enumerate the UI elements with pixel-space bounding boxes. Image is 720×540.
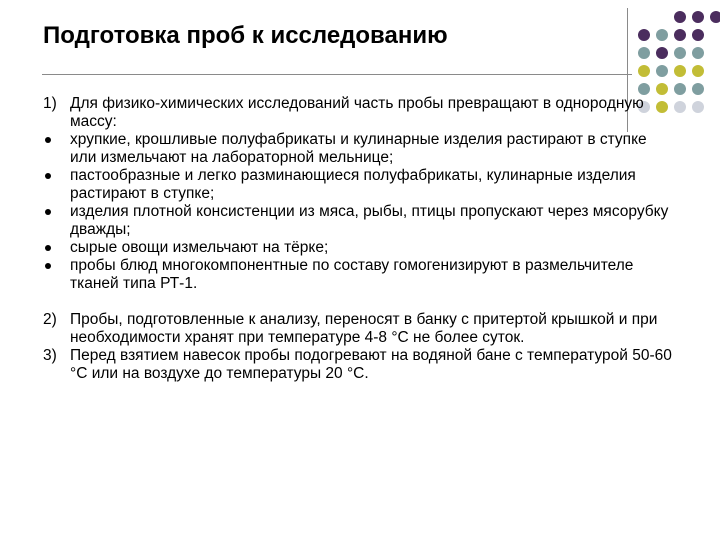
decorative-dot <box>692 101 704 113</box>
decorative-dot <box>674 101 686 113</box>
decorative-dot <box>674 11 686 23</box>
decorative-dot <box>638 83 650 95</box>
bullet-dot-icon <box>45 173 51 179</box>
decorative-dot <box>692 65 704 77</box>
bullet-text: пастообразные и легко разминающиеся полуфабрикаты, кулинарные изделия растирают в ступке; <box>70 167 636 202</box>
decorative-dot <box>674 29 686 41</box>
decorative-dot <box>656 83 668 95</box>
bullet-text: сырые овощи измельчают на тёрке; <box>70 239 329 256</box>
decorative-dot <box>674 65 686 77</box>
bullet-text: изделия плотной консистенции из мяса, рыбы, птицы пропускают через мясорубку дважды; <box>70 203 669 238</box>
paragraph-1-number: 1) <box>43 95 57 112</box>
paragraph-3 <box>43 347 673 383</box>
bullet-item <box>43 167 673 203</box>
paragraph-2-number: 2) <box>43 311 57 328</box>
bullet-dot-icon <box>45 137 51 143</box>
slide-body <box>43 95 673 383</box>
paragraph-2-text: Пробы, подготовленные к анализу, переносят в банку с притертой крышкой и при необходимости хранят при температуре 4-8 °С не более суток. <box>70 311 658 346</box>
decorative-dot <box>692 29 704 41</box>
bullet-dot-icon <box>45 263 51 269</box>
bullet-item <box>43 239 673 257</box>
title-divider <box>42 74 632 75</box>
paragraph-1-text: Для физико-химических исследований часть пробы превращают в однородную массу: <box>70 95 644 130</box>
decorative-dot <box>656 47 668 59</box>
paragraph-2 <box>43 311 673 347</box>
paragraph-3-text: Перед взятием навесок пробы подогревают на водяной бане с температурой 50-60 °С или на воздухе до температуры 20 °С. <box>70 347 672 382</box>
decorative-dot <box>656 29 668 41</box>
bullet-item <box>43 203 673 239</box>
paragraph-1 <box>43 95 673 131</box>
decorative-dot <box>692 11 704 23</box>
decorative-dot <box>692 47 704 59</box>
paragraph-3-number: 3) <box>43 347 57 364</box>
decorative-dot <box>710 11 720 23</box>
decorative-dot <box>638 65 650 77</box>
bullet-item <box>43 257 673 293</box>
bullet-text: хрупкие, крошливые полуфабрикаты и кулинарные изделия растирают в ступке или измельчают на лабораторной мельнице; <box>70 131 647 166</box>
decorative-dot <box>638 47 650 59</box>
bullet-dot-icon <box>45 209 51 215</box>
decorative-dot <box>674 83 686 95</box>
decorative-dot <box>692 83 704 95</box>
bullet-text: пробы блюд многокомпонентные по составу гомогенизируют в размельчителе тканей типа РТ-1. <box>70 257 634 292</box>
bullet-dot-icon <box>45 245 51 251</box>
bullet-item <box>43 131 673 167</box>
decorative-dot <box>656 65 668 77</box>
decorative-dot <box>674 47 686 59</box>
slide-title: Подготовка проб к исследованию <box>43 22 448 49</box>
decorative-dot <box>638 29 650 41</box>
